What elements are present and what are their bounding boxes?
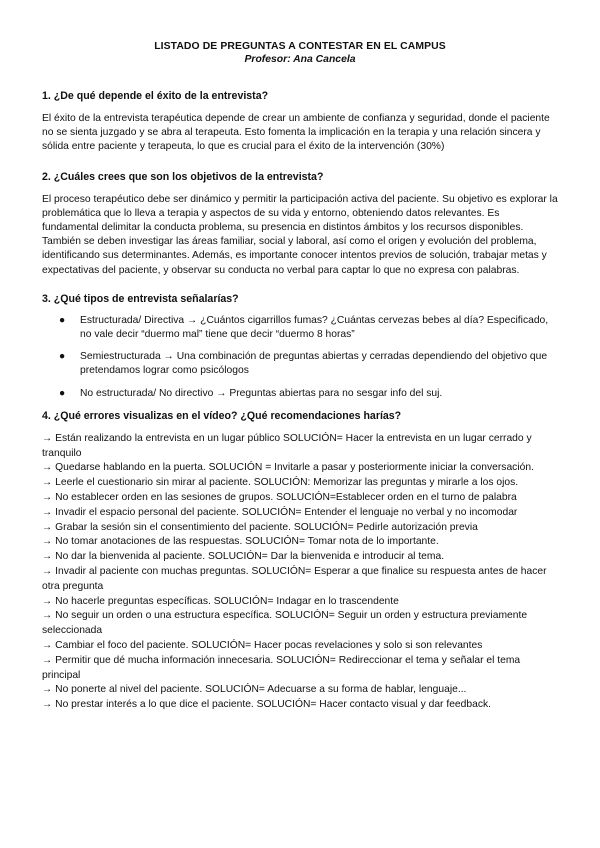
- error-item: → No establecer orden en las sesiones de grupos. SOLUCIÓN=Establecer orden en el turno de palabra: [42, 492, 517, 504]
- error-item: → Quedarse hablando en la puerta. SOLUCIÓN = Invitarle a pasar y posteriormente iniciar la conversación.: [42, 462, 534, 474]
- section-4-heading: 4. ¿Qué errores visualizas en el vídeo? ¿Qué recomendaciones harías?: [42, 409, 402, 422]
- error-item: → No hacerle preguntas específicas. SOLUCIÓN= Indagar en lo trascendente: [42, 595, 399, 607]
- document-page: [42, 40, 558, 713]
- list-item-text: Semiestructurada → Una combinación de preguntas abiertas y cerradas dependiendo del objetivo que pretendamos lograr como psicólogos: [80, 351, 548, 377]
- errors-list: [42, 432, 558, 713]
- list-item: [42, 314, 558, 342]
- bullet-icon: ●: [59, 351, 66, 363]
- error-item: → No tomar anotaciones de las respuestas. SOLUCIÓN= Tomar nota de lo importante.: [42, 536, 439, 548]
- error-item: → Cambiar el foco del paciente. SOLUCIÓN= Hacer pocas revelaciones y solo si son relevantes: [42, 640, 483, 651]
- error-item: → Invadir al paciente con muchas preguntas. SOLUCIÓN= Esperar a que finalice su respuesta antes de hacer otra pregunta: [42, 566, 547, 592]
- error-item: → No seguir un orden o una estructura específica. SOLUCIÓN= Seguir un orden y estructura previamente seleccionada: [42, 610, 528, 637]
- interview-types-list: [42, 314, 558, 401]
- error-item: → Están realizando la entrevista en un lugar público SOLUCIÓN= Hacer la entrevista en un lugar cerrado y tranquilo: [42, 432, 532, 459]
- error-item: → Grabar la sesión sin el consentimiento del paciente. SOLUCIÓN= Pedirle autorización previa: [42, 521, 478, 533]
- list-item-text: No estructurada/ No directivo → Preguntas abiertas para no sesgar info del suj.: [80, 387, 443, 399]
- bullet-icon: ●: [59, 387, 66, 399]
- list-item: [42, 350, 558, 378]
- section-1-body: El éxito de la entrevista terapéutica depende de crear un ambiente de confianza y seguridad, donde el paciente no se sienta juzgado y se abra al terapeuta. Esto fomenta la implicación en la terapia y una relación sincera y sólida entre paciente y terapeuta, lo que es crucial para el éxito de la intervención (30%): [42, 113, 550, 153]
- list-item-text: Estructurada/ Directiva → ¿Cuántos cigarrillos fumas? ¿Cuántas cervezas bebes al día? Especificado, no vale decir “duermo mal” tiene que decir “duermo 8 horas”: [80, 314, 549, 341]
- bullet-icon: ●: [59, 314, 66, 326]
- error-item: → No dar la bienvenida al paciente. SOLUCIÓN= Dar la bienvenida e introducir al tema.: [42, 551, 445, 563]
- section-1-heading: 1. ¿De qué depende el éxito de la entrevista?: [42, 90, 269, 102]
- error-item: → Invadir el espacio personal del paciente. SOLUCIÓN= Entender el lenguaje no verbal y no incomodar: [42, 506, 518, 518]
- document-title: LISTADO DE PREGUNTAS A CONTESTAR EN EL CAMPUS: [154, 41, 446, 52]
- error-item: → No ponerte al nivel del paciente. SOLUCIÓN= Adecuarse a su forma de hablar, lenguaje...: [42, 684, 467, 696]
- document-subtitle: Profesor: Ana Cancela: [244, 54, 356, 65]
- error-item: → Permitir que dé mucha información innecesaria. SOLUCIÓN= Redireccionar el tema y señalar el tema principal: [42, 654, 521, 681]
- list-item: [42, 387, 558, 401]
- error-item: → No prestar interés a lo que dice el paciente. SOLUCIÓN= Hacer contacto visual y dar feedback.: [42, 699, 491, 711]
- error-item: → Leerle el cuestionario sin mirar al paciente. SOLUCIÓN: Memorizar las preguntas y mirarle a los ojos.: [42, 477, 519, 489]
- section-2-heading: 2. ¿Cuáles crees que son los objetivos de la entrevista?: [42, 170, 324, 183]
- section-2-body: El proceso terapéutico debe ser dinámico y permitir la participación activa del paciente. Su objetivo es explorar la problemática que lo lleva a terapia y aspectos de su vida y entorno, obteniendo datos relevantes. Es fundamental delimitar la conducta problema, su presencia en distintos ámbitos y los recursos disponibles. También se deben investigar las áreas familiar, social y laboral, así como el origen y evolución del problema, identificando sus determinantes. Además, es importante conocer intentos previos de solución, trabajar metas y expectativas del paciente, y observar su conducta no verbal para captar lo que no expresa con palabras.: [42, 193, 558, 276]
- section-3-heading: 3. ¿Qué tipos de entrevista señalarías?: [42, 292, 239, 305]
